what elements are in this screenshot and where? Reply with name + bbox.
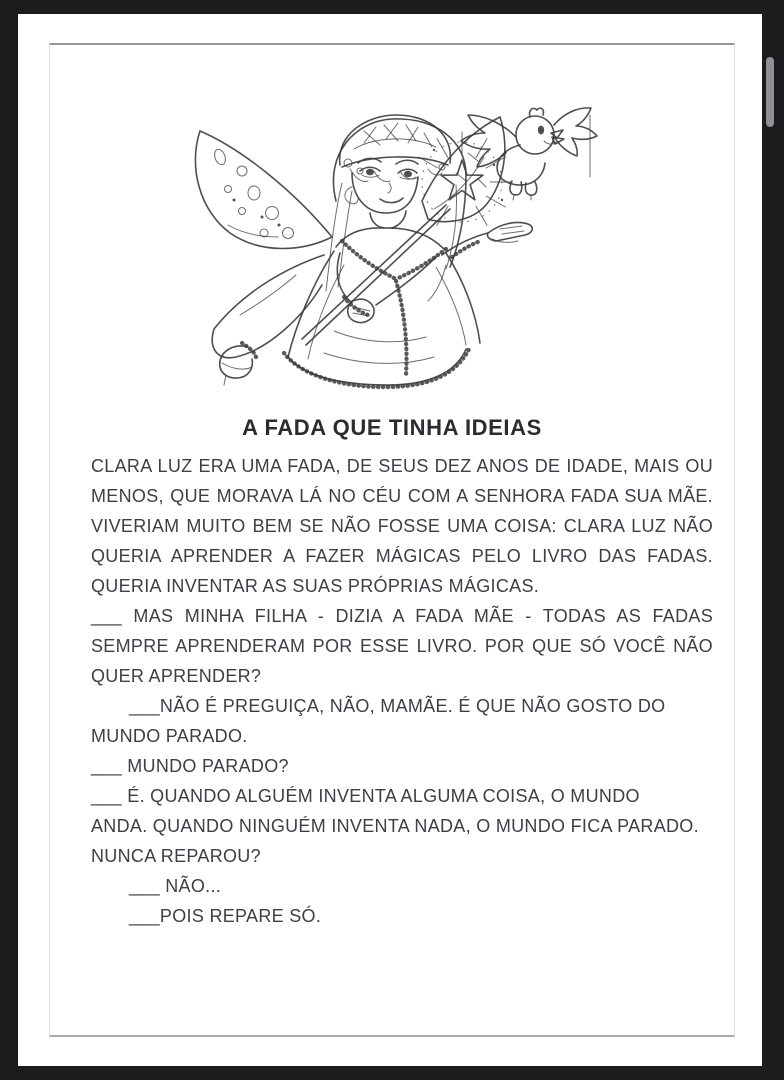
story-line: ___ MUNDO PARADO? [91,756,289,776]
document-page [49,43,735,1037]
story-line: QUERIA APRENDER A FAZER MÁGICAS PELO LIVRO DAS FADAS. [91,546,713,566]
story-line: VIVERIAM MUITO BEM SE NÃO FOSSE UMA COISA: CLARA LUZ NÃO [91,516,713,536]
story-line: CLARA LUZ ERA UMA FADA, DE SEUS DEZ ANOS DE IDADE, MAIS OU [91,456,713,476]
story-line: ___ É. QUANDO ALGUÉM INVENTA ALGUMA COISA, O MUNDO [91,786,640,806]
story-line: ___NÃO É PREGUIÇA, NÃO, MAMÃE. É QUE NÃO GOSTO DO [129,696,666,716]
app-frame-top [0,0,784,14]
app-frame-left [0,0,18,1080]
story-line: ___ MAS MINHA FILHA - DIZIA A FADA MÃE - TODAS AS FADAS [91,606,713,626]
story-line: SEMPRE APRENDERAM POR ESSE LIVRO. POR QUE SÓ VOCÊ NÃO [91,636,713,656]
page-title: A FADA QUE TINHA IDEIAS [242,415,542,440]
fairy-line-art-svg [184,105,624,390]
story-line: ___ NÃO... [129,876,222,896]
story-line: ANDA. QUANDO NINGUÉM INVENTA NADA, O MUNDO FICA PARADO. [91,816,699,836]
story-line: ___POIS REPARE SÓ. [129,906,322,926]
scrollbar-thumb[interactable] [766,57,774,127]
story-line: MUNDO PARADO. [91,726,248,746]
story-line: QUER APRENDER? [91,666,262,686]
story-line: NUNCA REPAROU? [91,846,261,866]
story-line: QUERIA INVENTAR AS SUAS PRÓPRIAS MÁGICAS. [91,576,540,596]
fairy-illustration [184,105,624,390]
app-frame-right [762,0,784,1080]
story-text [91,451,713,931]
app-frame-bottom [0,1066,784,1080]
story-line: MENOS, QUE MORAVA LÁ NO CÉU COM A SENHORA FADA SUA MÃE. [91,486,713,506]
